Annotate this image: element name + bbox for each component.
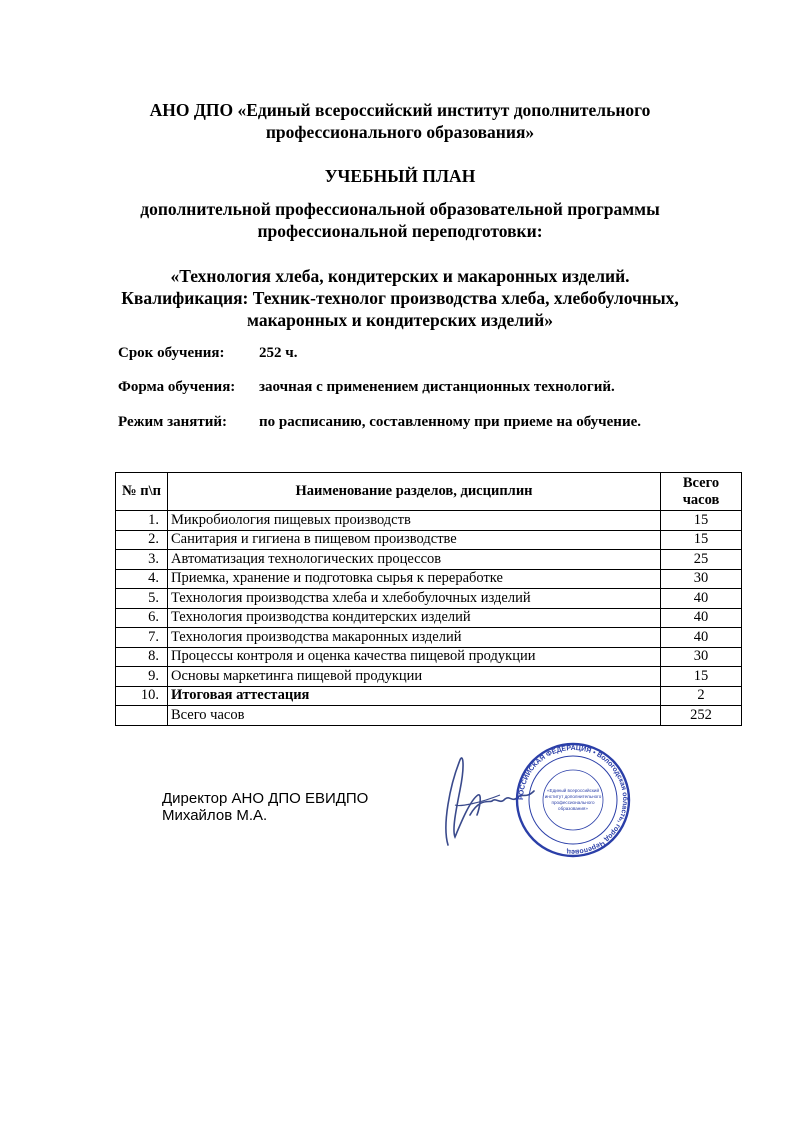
row-number: 2. [116, 530, 168, 550]
mode-value: по расписанию, составленному при приеме на обучение. [259, 414, 641, 430]
duration-value: 252 ч. [259, 345, 298, 361]
table-row [116, 550, 742, 570]
svg-text:«Единый всероссийский: «Единый всероссийский [546, 788, 600, 793]
row-number: 3. [116, 550, 168, 570]
seal-stamp [513, 740, 633, 860]
table-row [116, 608, 742, 628]
form-value: заочная с применением дистанционных технологий. [259, 379, 615, 395]
row-hours: 15 [661, 530, 742, 550]
row-discipline-name: Итоговая аттестация [168, 686, 661, 706]
row-discipline-name: Основы маркетинга пищевой продукции [168, 667, 661, 687]
table-row [116, 667, 742, 687]
director-name: Михайлов М.А. [162, 807, 268, 824]
table-row [116, 589, 742, 609]
svg-text:профессионального: профессионального [551, 800, 595, 805]
table-row [116, 647, 742, 667]
program-type: дополнительной профессиональной образовательной программы профессиональной переподготовки: [140, 199, 660, 241]
row-hours: 40 [661, 608, 742, 628]
row-hours: 40 [661, 628, 742, 648]
row-number: 10. [116, 686, 168, 706]
institute-name: АНО ДПО «Единый всероссийский институт дополнительного профессионального образования» [149, 100, 651, 142]
col-hours-header: Всего часов [661, 473, 742, 511]
row-discipline-name: Автоматизация технологических процессов [168, 550, 661, 570]
mode-label: Режим занятий: [118, 414, 228, 430]
row-discipline-name: Приемка, хранение и подготовка сырья к переработке [168, 569, 661, 589]
row-number: 1. [116, 511, 168, 531]
row-hours: 15 [661, 667, 742, 687]
table-row [116, 569, 742, 589]
table-total-row [116, 706, 742, 726]
table-row [116, 511, 742, 531]
total-hours: 252 [661, 706, 742, 726]
row-discipline-name: Технология производства кондитерских изделий [168, 608, 661, 628]
table-row [116, 628, 742, 648]
row-hours: 25 [661, 550, 742, 570]
row-hours: 15 [661, 511, 742, 531]
plan-title: УЧЕБНЫЙ ПЛАН [324, 166, 476, 186]
row-discipline-name: Микробиология пищевых производств [168, 511, 661, 531]
table-row [116, 530, 742, 550]
row-discipline-name: Санитария и гигиена в пищевом производстве [168, 530, 661, 550]
row-hours: 40 [661, 589, 742, 609]
row-hours: 30 [661, 647, 742, 667]
col-num-header: № п\п [116, 473, 168, 511]
form-label: Форма обучения: [118, 379, 236, 395]
svg-text:РОССИЙСКАЯ ФЕДЕРАЦИЯ • Вологод: РОССИЙСКАЯ ФЕДЕРАЦИЯ • Вологодская область, город Череповец [517, 744, 629, 856]
row-discipline-name: Технология производства макаронных изделий [168, 628, 661, 648]
row-number: 8. [116, 647, 168, 667]
director-title: Директор АНО ДПО ЕВИДПО [162, 790, 369, 807]
table-header-row [116, 473, 742, 511]
row-number: 5. [116, 589, 168, 609]
program-name: «Технология хлеба, кондитерских и макаронных изделий. Квалификация: Техник-технолог производства хлеба, хлебобулочных, макаронных и кондитерских изделий» [121, 266, 679, 330]
curriculum-table [115, 472, 742, 726]
table-row [116, 686, 742, 706]
row-discipline-name: Технология производства хлеба и хлебобулочных изделий [168, 589, 661, 609]
total-empty-cell [116, 706, 168, 726]
director-block [162, 790, 368, 824]
row-discipline-name: Процессы контроля и оценка качества пищевой продукции [168, 647, 661, 667]
row-number: 4. [116, 569, 168, 589]
total-label: Всего часов [168, 706, 661, 726]
row-hours: 2 [661, 686, 742, 706]
duration-label: Срок обучения: [118, 345, 225, 361]
row-hours: 30 [661, 569, 742, 589]
row-number: 9. [116, 667, 168, 687]
table-body [116, 511, 742, 726]
row-number: 6. [116, 608, 168, 628]
row-number: 7. [116, 628, 168, 648]
col-name-header: Наименование разделов, дисциплин [168, 473, 661, 511]
svg-text:институт дополнительного: институт дополнительного [544, 794, 602, 799]
svg-text:образования»: образования» [558, 806, 588, 811]
